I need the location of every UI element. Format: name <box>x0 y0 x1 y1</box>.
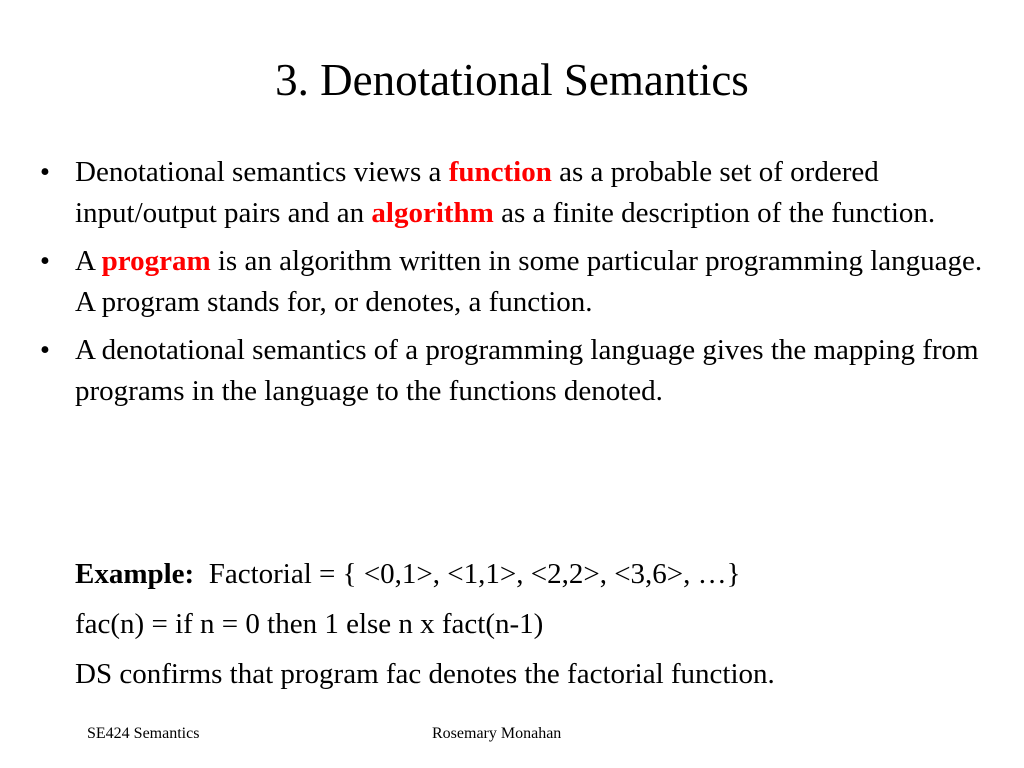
fac-definition: fac(n) = if n = 0 then 1 else n x fact(n-1) <box>75 608 544 640</box>
bullet-text: A denotational semantics of a programming language gives the mapping from programs in the language to the functions denoted. <box>75 334 979 407</box>
bullet-text: as a finite description of the function. <box>493 197 936 229</box>
bullet-text: as a probable set of ordered input/output pairs and an <box>75 156 879 229</box>
example-label: Example: <box>75 558 195 590</box>
bullet-function-algorithm <box>30 152 990 234</box>
highlight-algorithm: algorithm <box>371 197 494 229</box>
bullet-marker: • <box>39 156 51 188</box>
bullet-marker: • <box>39 245 51 277</box>
slide-title: 3. Denotational Semantics <box>275 55 749 105</box>
example-factorial-line <box>75 554 995 595</box>
bullet-program <box>30 241 990 323</box>
bullet-list <box>30 152 990 419</box>
bullet-denotational-mapping <box>30 330 990 412</box>
bullet-text: A <box>75 245 102 277</box>
example-conclusion: DS confirms that program fac denotes the factorial function. <box>75 658 775 690</box>
bullet-text: Denotational semantics views a <box>75 156 449 188</box>
highlight-program: program <box>101 245 211 277</box>
factorial-set: Factorial = { <0,1>, <1,1>, <2,2>, <3,6>, …} <box>208 558 741 590</box>
highlight-function: function <box>448 156 552 188</box>
bullet-text: is an algorithm written in some particular programming language. A program stands for, or denotes, a function. <box>75 245 983 318</box>
footer-course: SE424 Semantics <box>87 725 200 742</box>
example-block <box>75 554 995 704</box>
footer-author: Rosemary Monahan <box>432 725 562 742</box>
bullet-marker: • <box>39 334 51 366</box>
